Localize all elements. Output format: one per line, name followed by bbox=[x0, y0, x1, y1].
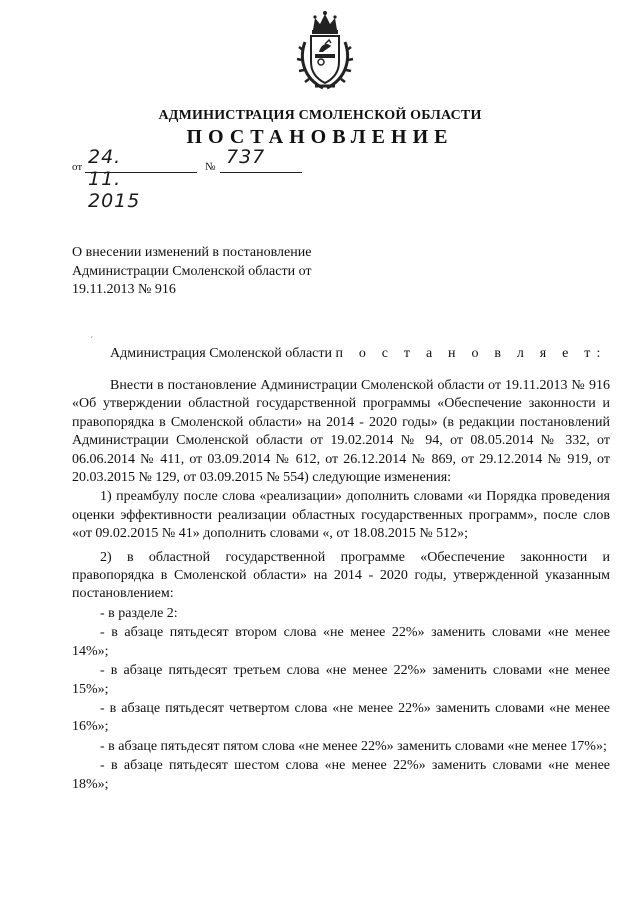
document-body bbox=[72, 377, 610, 794]
number-handwritten: 737 bbox=[226, 146, 266, 168]
resolve-verb: п о с т а н о в л я е т: bbox=[335, 346, 607, 361]
coat-of-arms-icon bbox=[295, 8, 355, 94]
body-paragraph: - в разделе 2: bbox=[100, 605, 178, 621]
resolve-subject: Администрация Смоленской области bbox=[110, 346, 333, 361]
subject-line: 19.11.2013 № 916 bbox=[72, 282, 176, 297]
margin-mark: ˊ bbox=[90, 336, 94, 347]
date-prefix: от bbox=[72, 161, 83, 173]
organization-name: АДМИНИСТРАЦИЯ СМОЛЕНСКОЙ ОБЛАСТИ bbox=[158, 108, 482, 123]
date-handwritten: 24. 11. 2015 bbox=[88, 146, 141, 212]
document-type: ПОСТАНОВЛЕНИЕ bbox=[186, 126, 454, 148]
body-paragraph: 2) в областной государственной программе «Обеспечение законности и правопорядка в Смоленской области» на 2014 - 2020 годы, утвержденной указанным постановлением: bbox=[72, 549, 610, 602]
body-paragraph: Внести в постановление Администрации Смоленской области от 19.11.2013 № 916 «Об утверждении областной государственной программы «Обеспечение законности и правопорядка в Смоленской области» на 2014 - 2020 годы» (в редакции постановлений Администрации Смоленской области от 19.02.2014 № 94, от 08.05.2014 № 332, от 06.06.2014 № 411, от 03.09.2014 № 612, от 26.12.2014 № 869, от 29.12.2014 № 919, от 20.03.2015 № 129, от 03.09.2015 № 554) следующие изменения: bbox=[72, 378, 610, 486]
body-paragraph: - в абзаце пятьдесят пятом слова «не менее 22%» заменить словами «не менее 17%»; bbox=[100, 738, 607, 754]
body-paragraph: 1) преамбулу после слова «реализации» дополнить словами «и Порядка проведения оценки эффективности реализации областных государственных программ», после слов «от 09.02.2015 № 41» дополнить словами «, от 18.08.2015 № 512»; bbox=[72, 489, 610, 542]
resolve-line bbox=[110, 346, 607, 362]
document-subject bbox=[72, 244, 372, 300]
body-paragraph: - в абзаце пятьдесят четвертом слова «не менее 22%» заменить словами «не менее 16%»; bbox=[72, 700, 610, 735]
body-paragraph: - в абзаце пятьдесят втором слова «не менее 22%» заменить словами «не менее 14%»; bbox=[72, 625, 610, 659]
subject-line: Администрации Смоленской области от bbox=[72, 263, 312, 279]
body-paragraph: - в абзаце пятьдесят третьем слова «не менее 22%» заменить словами «не менее 15%»; bbox=[72, 663, 610, 697]
number-underline bbox=[220, 172, 302, 173]
number-prefix: № bbox=[205, 161, 216, 173]
subject-line: О внесении изменений в постановление bbox=[72, 245, 312, 260]
body-paragraph: - в абзаце пятьдесят шестом слова «не менее 22%» заменить словами «не менее 18%»; bbox=[72, 758, 610, 792]
